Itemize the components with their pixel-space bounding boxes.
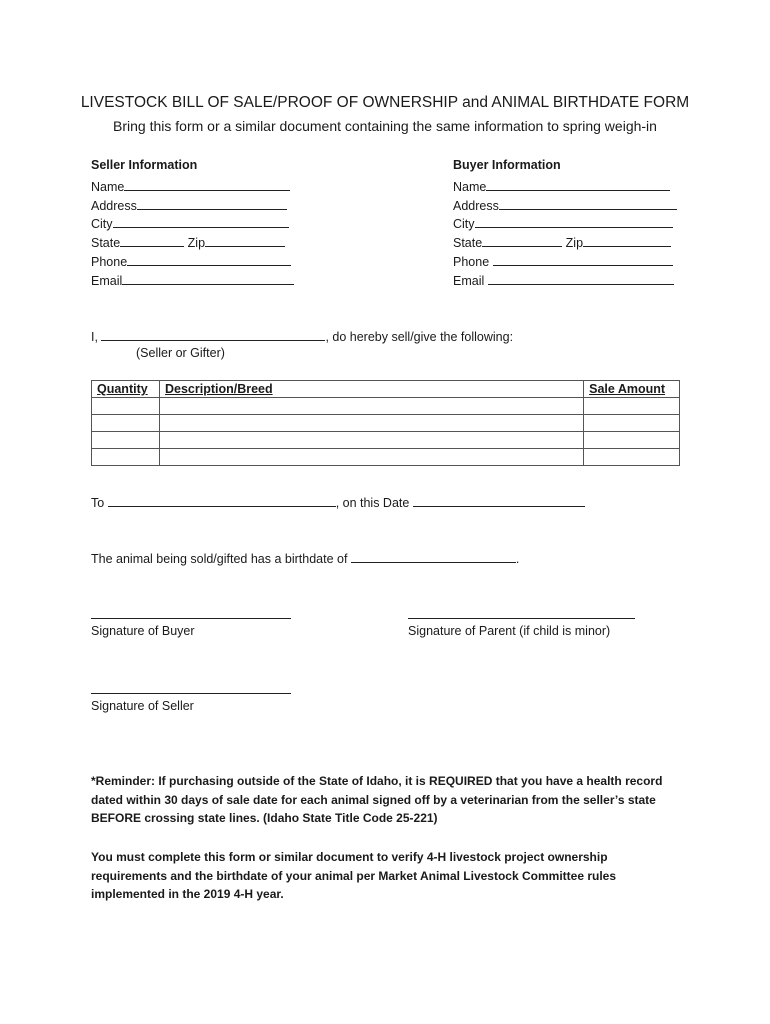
buyer-state-zip-field[interactable]	[453, 233, 671, 250]
table-header-row	[92, 381, 680, 398]
buyer-heading: Buyer Information	[453, 158, 561, 172]
buyer-phone-field[interactable]	[453, 252, 673, 269]
seller-phone-field[interactable]	[91, 252, 291, 269]
declaration-suffix: , do hereby sell/give the following:	[325, 330, 514, 344]
table-cell[interactable]	[159, 398, 583, 415]
field-label: State	[91, 236, 121, 250]
table-cell[interactable]	[92, 415, 160, 432]
field-label: Zip	[565, 236, 584, 250]
table-row	[92, 398, 680, 415]
field-label: Name	[91, 180, 125, 194]
buyer-email-field[interactable]	[453, 271, 674, 288]
seller-state-zip-field[interactable]	[91, 233, 285, 250]
buyer-signature-label: Signature of Buyer	[91, 624, 195, 638]
field-label: Email	[91, 274, 123, 288]
birthdate-text: The animal being sold/gifted has a birthdate of	[91, 552, 348, 566]
field-label: Address	[453, 199, 499, 213]
form-subtitle: Bring this form or a similar document containing the same information to spring weigh-in	[113, 118, 657, 134]
date-label: , on this Date	[335, 496, 410, 510]
seller-heading: Seller Information	[91, 158, 198, 172]
seller-signature-label: Signature of Seller	[91, 699, 194, 713]
to-prefix: To	[91, 496, 105, 510]
requirement-note: You must complete this form or similar document to verify 4-H livestock project ownership requirements and the birthdate of your animal per Market Animal Livestock Committee rules implemented in the 2019 4-H year.	[91, 850, 617, 901]
table-cell[interactable]	[159, 449, 583, 466]
table-header-quantity: Quantity	[92, 381, 160, 398]
seller-city-field[interactable]	[91, 214, 289, 231]
table-row	[92, 432, 680, 449]
table-cell[interactable]	[159, 432, 583, 449]
declaration-prefix: I,	[91, 330, 98, 344]
table-cell[interactable]	[92, 449, 160, 466]
form-title: LIVESTOCK BILL OF SALE/PROOF OF OWNERSHIP and ANIMAL BIRTHDATE FORM	[80, 94, 690, 111]
reminder-note: *Reminder: If purchasing outside of the State of Idaho, it is REQUIRED that you have a health record dated within 30 days of sale date for each animal signed off by a veterinarian from the seller’s state BEFORE crossing state lines. (Idaho State Title Code 25-221)	[91, 774, 663, 825]
declaration-caption: (Seller or Gifter)	[136, 346, 225, 360]
buyer-address-field[interactable]	[453, 196, 677, 213]
table-header-description: Description/Breed	[159, 381, 583, 398]
table-cell[interactable]	[584, 398, 680, 415]
seller-signature-line[interactable]	[91, 693, 291, 694]
birthdate-end: .	[515, 552, 520, 566]
table-cell[interactable]	[584, 432, 680, 449]
table-header-sale-amount: Sale Amount	[584, 381, 680, 398]
parent-signature-line[interactable]	[408, 618, 635, 619]
seller-address-field[interactable]	[91, 196, 287, 213]
buyer-city-field[interactable]	[453, 214, 673, 231]
declaration-line[interactable]	[91, 327, 513, 344]
field-label: City	[91, 217, 113, 231]
seller-name-field[interactable]	[91, 177, 290, 194]
field-label: City	[453, 217, 475, 231]
buyer-signature-line[interactable]	[91, 618, 291, 619]
to-date-line[interactable]	[91, 493, 585, 510]
table-cell[interactable]	[584, 449, 680, 466]
table-cell[interactable]	[159, 415, 583, 432]
seller-email-field[interactable]	[91, 271, 294, 288]
table-row	[92, 415, 680, 432]
table-cell[interactable]	[584, 415, 680, 432]
birthdate-line[interactable]	[91, 549, 519, 566]
buyer-name-field[interactable]	[453, 177, 670, 194]
field-label: Name	[453, 180, 487, 194]
table-row	[92, 449, 680, 466]
field-label: State	[453, 236, 483, 250]
field-label: Phone	[91, 255, 128, 269]
items-table	[91, 380, 680, 466]
parent-signature-label: Signature of Parent (if child is minor)	[408, 624, 611, 638]
field-label: Email	[453, 274, 485, 288]
table-cell[interactable]	[92, 432, 160, 449]
table-cell[interactable]	[92, 398, 160, 415]
field-label: Address	[91, 199, 137, 213]
field-label: Phone	[453, 255, 490, 269]
field-label: Zip	[187, 236, 206, 250]
